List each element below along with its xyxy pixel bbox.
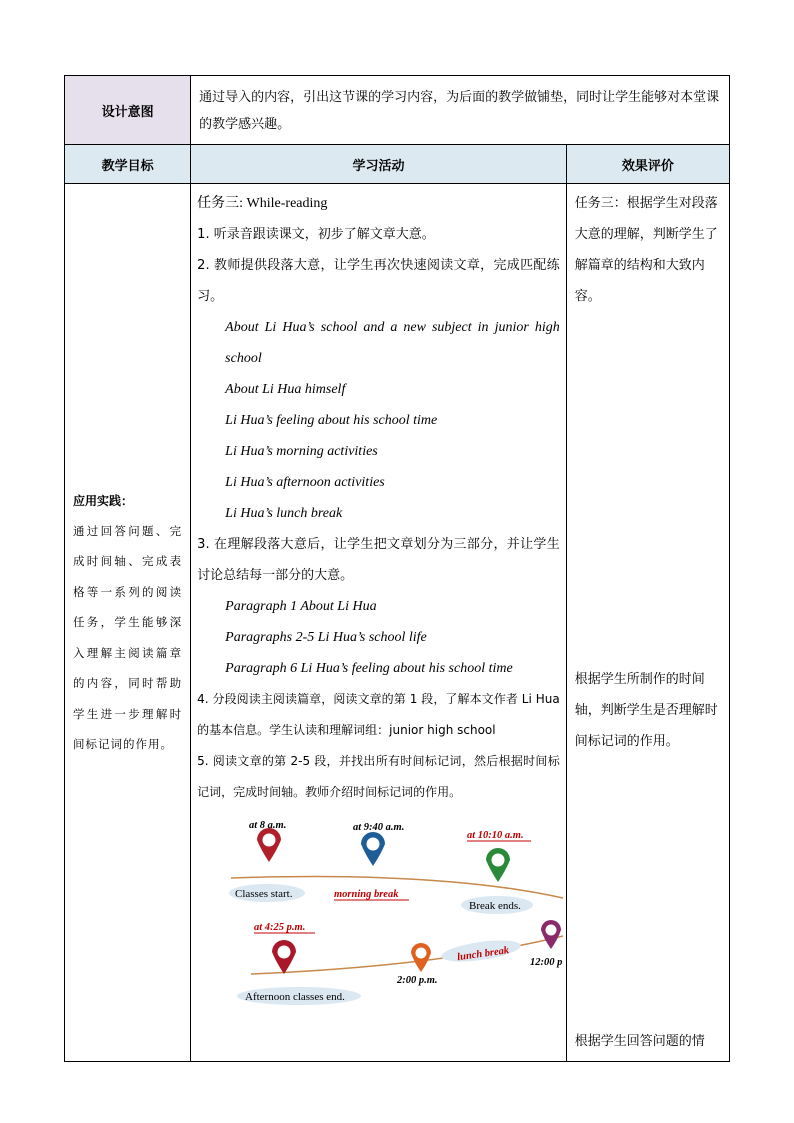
task-title: 任务三: While-reading	[197, 196, 328, 211]
event-label: morning break	[334, 889, 399, 900]
step-3: 3. 在理解段落大意后，让学生把文章划分为三部分，并让学生讨论总结每一部分的大意。	[197, 537, 560, 583]
step-2: 2. 教师提供段落大意，让学生再次快速阅读文章，完成匹配练习。	[197, 258, 560, 304]
time-label: at 8 a.m.	[249, 820, 287, 831]
header-goal: 教学目标	[65, 145, 191, 184]
step-4: 4. 分段阅读主阅读篇章，阅读文章的第 1 段，了解本文作者 Li Hua 的基本信息。学生认读和理解词组：junior high school	[197, 692, 560, 737]
part-item: Paragraph 1 About Li Hua	[225, 599, 377, 614]
pin-1010am-icon	[486, 848, 510, 882]
event-label: Break ends.	[469, 900, 522, 912]
pin-1200pm-icon	[541, 920, 561, 949]
goal-text: 通过回答问题、完成时间轴、完成表格等一系列的阅读任务，学生能够深入理解主阅读篇章的内容，同时帮助学生进一步理解时间标记词的作用。	[73, 523, 183, 751]
time-label: at 4:25 p.m.	[254, 922, 306, 933]
evaluation-text-1: 任务三：根据学生对段落大意的理解，判断学生了解篇章的结构和大致内容。	[574, 196, 718, 304]
event-label: Afternoon classes end.	[245, 991, 346, 1003]
header-activities: 学习活动	[191, 145, 567, 184]
pin-200pm-icon	[411, 943, 431, 972]
goal-cell	[65, 184, 191, 1062]
goal-title: 应用实践：	[73, 493, 134, 508]
time-label: 12:00 p	[530, 957, 563, 968]
match-item: About Li Hua’s school and a new subject in junior high school	[225, 320, 560, 366]
pin-425pm-icon	[272, 940, 296, 974]
part-item: Paragraph 6 Li Hua’s feeling about his school time	[225, 661, 513, 676]
pin-8am-icon	[257, 828, 281, 862]
step-5: 5. 阅读文章的第 2-5 段，并找出所有时间标记词，然后根据时间标记词，完成时间轴。教师介绍时间标记词的作用。	[197, 754, 560, 799]
evaluation-text-2: 根据学生所制作的时间轴，判断学生是否理解时间标记词的作用。	[574, 672, 718, 749]
step-1: 1. 听录音跟读课文，初步了解文章大意。	[197, 227, 435, 242]
timeline-svg	[191, 816, 563, 1026]
event-label: Classes start.	[235, 888, 293, 900]
header-evaluation: 效果评价	[566, 145, 729, 184]
time-label: at 10:10 a.m.	[467, 830, 524, 841]
match-item: Li Hua’s afternoon activities	[225, 475, 385, 490]
part-item: Paragraphs 2-5 Li Hua’s school life	[225, 630, 427, 645]
content-row	[65, 184, 730, 1062]
header-row	[65, 145, 730, 184]
match-item: Li Hua’s morning activities	[225, 444, 378, 459]
evaluation-cell	[566, 184, 729, 1062]
pin-940am-icon	[361, 832, 385, 866]
match-item: About Li Hua himself	[225, 382, 346, 397]
activities-cell	[191, 184, 567, 1062]
lesson-plan-table	[64, 75, 730, 1062]
match-item: Li Hua’s lunch break	[225, 506, 343, 521]
match-item: Li Hua’s feeling about his school time	[225, 413, 438, 428]
design-intent-label: 设计意图	[65, 76, 191, 145]
timeline-figure	[191, 816, 563, 1026]
time-label: at 9:40 a.m.	[353, 822, 405, 833]
timeline-curve-bottom	[251, 936, 563, 974]
design-intent-row	[65, 76, 730, 145]
evaluation-text-3: 根据学生回答问题的情	[574, 1034, 705, 1049]
design-intent-text: 通过导入的内容，引出这节课的学习内容，为后面的教学做铺垫，同时让学生能够对本堂课的教学感兴趣。	[191, 76, 730, 145]
event-label: lunch break	[456, 945, 510, 964]
time-label: 2:00 p.m.	[397, 975, 438, 986]
